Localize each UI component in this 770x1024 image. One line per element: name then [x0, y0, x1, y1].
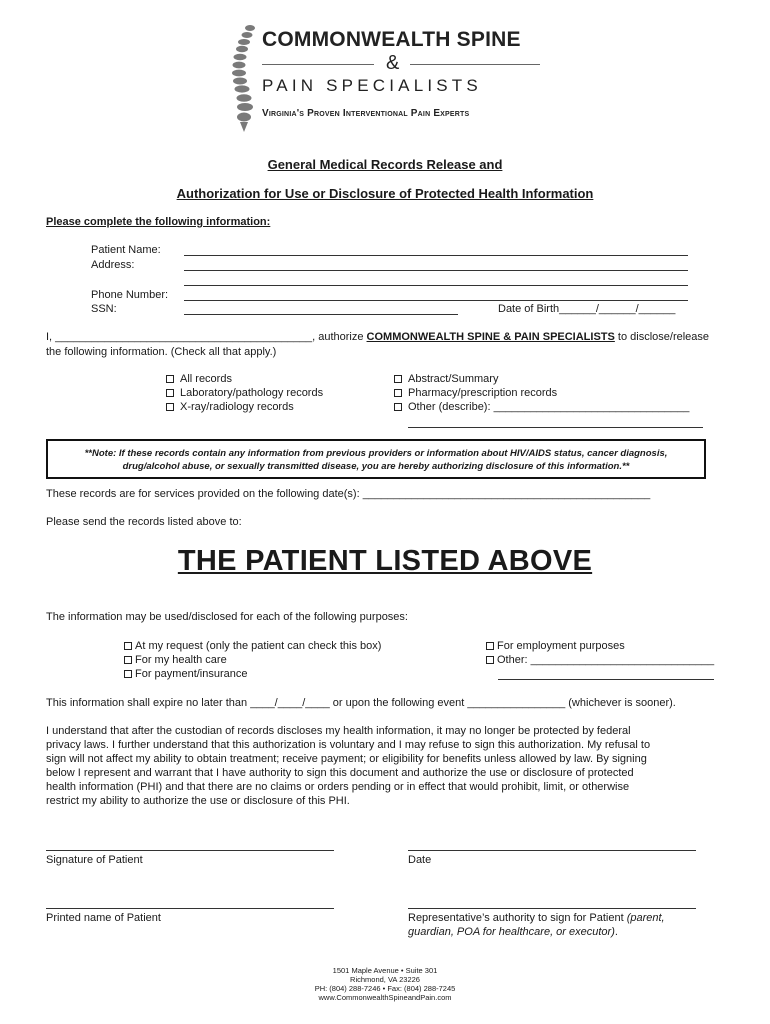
record-option[interactable]: Pharmacy/prescription records [394, 386, 689, 400]
legal-line: below I represent and warrant that I have authority to sign this document and authorize the use or disclosure of protected [46, 767, 634, 779]
date-label: Date [408, 854, 432, 866]
logo-tagline: Virginia's Proven Interventional Pain Experts [262, 108, 470, 119]
checkbox[interactable] [124, 642, 132, 650]
purposes-left [124, 639, 381, 681]
purpose-option[interactable]: Other: ______________________________ [486, 653, 714, 667]
purposes-intro: The information may be used/disclosed for each of the following purposes: [46, 611, 408, 623]
purposes-right [486, 639, 714, 667]
legal-paragraph [46, 724, 726, 808]
signature-field[interactable] [46, 850, 334, 851]
checkbox[interactable] [394, 389, 402, 397]
send-instruction: Please send the records listed above to: [46, 516, 242, 528]
checkbox[interactable] [166, 375, 174, 383]
heading-line-2: Authorization for Use or Disclosure of Protected Health Information [176, 186, 594, 201]
purpose-option[interactable]: For employment purposes [486, 639, 714, 653]
record-option[interactable]: Laboratory/pathology records [166, 386, 323, 400]
date-field[interactable] [408, 850, 696, 851]
note-box [46, 439, 706, 479]
legal-line: sign will not affect my ability to obtain treatment; receive payment; or eligibility for benefits unless allowed by law. By signing [46, 753, 647, 765]
service-dates-field[interactable]: These records are for services provided on the following date(s): _______________________________________________ [46, 488, 651, 500]
printed-name-field[interactable] [46, 908, 334, 909]
logo-divider-right [410, 64, 540, 65]
legal-line: privacy laws. I further understand that this authorization is voluntary and I may refuse to sign this authorization. My refusal to [46, 739, 651, 751]
printed-name-label: Printed name of Patient [46, 912, 161, 924]
ssn-label: SSN: [91, 303, 117, 315]
company-name: COMMONWEALTH SPINE & PAIN SPECIALISTS [366, 331, 615, 343]
logo-divider-left [262, 64, 374, 65]
authorize-line-2: the following information. (Check all that apply.) [46, 346, 277, 358]
record-options-left [166, 372, 323, 414]
note-line-2: drug/alcohol abuse, or sexually transmitted disease, you are hereby authorizing disclosure of this information.** [122, 461, 630, 472]
footer-line: 1501 Maple Avenue • Suite 301 [332, 966, 438, 975]
expiration-statement[interactable]: This information shall expire no later than ____/____/____ or upon the following event ________________ (whichever is sooner). [46, 697, 676, 709]
footer-line: Richmond, VA 23226 [350, 975, 420, 984]
purpose-option[interactable]: At my request (only the patient can check this box) [124, 639, 381, 653]
authorize-statement: I, __________________________________________, authorize COMMONWEALTH SPINE & PAIN SPECIALISTS to disclose/release [46, 331, 710, 343]
recipient-title: THE PATIENT LISTED ABOVE [177, 545, 593, 577]
checkbox[interactable] [166, 403, 174, 411]
purpose-other-field[interactable] [498, 679, 714, 680]
record-option[interactable]: X-ray/radiology records [166, 400, 323, 414]
checkbox[interactable] [486, 656, 494, 664]
patient-name-field[interactable] [184, 255, 688, 256]
patient-name-label: Patient Name: [91, 244, 161, 256]
record-option[interactable]: All records [166, 372, 323, 386]
checkbox[interactable] [486, 642, 494, 650]
checkbox[interactable] [124, 656, 132, 664]
ssn-field[interactable] [184, 314, 458, 315]
other-describe-field[interactable] [408, 427, 703, 428]
instructions: Please complete the following information: [46, 216, 271, 228]
note-line-1: **Note: If these records contain any information from previous providers or information about HIV/AIDS status, cancer diagnosis, [84, 448, 668, 459]
logo-subtitle: PAIN SPECIALISTS [262, 76, 482, 95]
spine-logo-icon [228, 22, 264, 134]
representative-label: Representative’s authority to sign for Patient (parent, guardian, POA for healthcare, or executor). [408, 912, 665, 938]
footer-line: PH: (804) 288-7246 • Fax: (804) 288-7245 [314, 984, 456, 993]
checkbox[interactable] [124, 670, 132, 678]
phone-field[interactable] [184, 300, 688, 301]
footer-website: www.CommonwealthSpineandPain.com [318, 993, 452, 1002]
phone-label: Phone Number: [91, 289, 169, 301]
purpose-option[interactable]: For payment/insurance [124, 667, 381, 681]
record-options-right [394, 372, 689, 414]
logo-ampersand: & [386, 52, 400, 74]
checkbox[interactable] [394, 375, 402, 383]
address-field-1[interactable] [184, 270, 688, 271]
record-option[interactable]: Abstract/Summary [394, 372, 689, 386]
legal-line: health information (PHI) and that there are no claims or orders pending or in effect that would prohibit, limit, or otherwise [46, 781, 630, 793]
heading-line-1: General Medical Records Release and [267, 157, 503, 172]
representative-field[interactable] [408, 908, 696, 909]
footer-address [0, 966, 770, 1002]
address-field-2[interactable] [184, 285, 688, 286]
signature-label: Signature of Patient [46, 854, 143, 866]
legal-line: I understand that after the custodian of records discloses my health information, it may no longer be protected by federal [46, 725, 631, 737]
legal-line: restrict my ability to authorize the use or disclosure of this PHI. [46, 795, 350, 807]
dob-field[interactable]: Date of Birth______/______/______ [498, 303, 676, 315]
address-label: Address: [91, 259, 135, 271]
logo-title: COMMONWEALTH SPINE [262, 28, 521, 51]
purpose-option[interactable]: For my health care [124, 653, 381, 667]
record-option[interactable]: Other (describe): ________________________________ [394, 400, 689, 414]
checkbox[interactable] [166, 389, 174, 397]
checkbox[interactable] [394, 403, 402, 411]
